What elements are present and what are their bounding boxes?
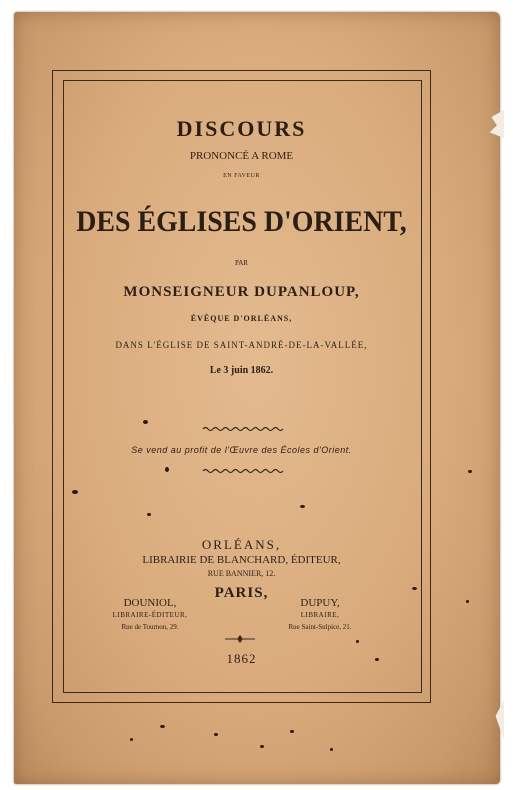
ink-spot <box>468 470 472 473</box>
publisher-street: RUE BANNIER, 12. <box>207 569 276 578</box>
publication-year: 1862 <box>226 651 257 666</box>
ink-spot <box>356 640 359 643</box>
ornament-divider <box>225 634 255 644</box>
ink-spot <box>143 420 148 424</box>
author-name: MONSEIGNEUR DUPANLOUP, <box>123 284 360 300</box>
ink-spot <box>72 490 78 494</box>
wavy-divider-top <box>202 425 284 433</box>
left-publisher-role: LIBRAIRE-ÉDITEUR, <box>112 611 188 619</box>
right-publisher-role: LIBRAIRE, <box>300 611 340 619</box>
ink-spot <box>165 467 169 472</box>
wavy-divider-bottom <box>202 467 284 475</box>
ink-spot <box>466 600 469 603</box>
date-line: Le 3 juin 1862. <box>209 365 274 376</box>
location-line: DANS L'ÉGLISE DE SAINT-ANDRÉ-DE-LA-VALLÉE, <box>115 340 368 350</box>
en-faveur-line: EN FAVEUR <box>223 173 260 179</box>
sale-note: Se vend au profit de l'Œuvre des Écoles d'Orient. <box>131 445 352 455</box>
subtitle: PRONONCÉ A ROME <box>189 150 294 162</box>
right-publisher-name: DUPUY, <box>300 597 340 609</box>
title: DISCOURS <box>176 116 307 141</box>
left-publisher-address: Rue de Tournon, 29. <box>121 623 179 631</box>
right-publisher-address: Rue Saint-Sulpice, 21. <box>288 623 352 631</box>
left-publisher-name: DOUNIOL, <box>123 597 177 609</box>
ink-spot <box>330 748 333 751</box>
ink-spot <box>130 738 133 741</box>
ink-spot <box>147 513 151 516</box>
ink-spot <box>160 725 165 728</box>
publisher-city: ORLÉANS, <box>201 537 282 552</box>
main-title: DES ÉGLISES D'ORIENT, <box>76 205 407 238</box>
publisher-name: LIBRAIRIE DE BLANCHARD, ÉDITEUR, <box>142 554 341 566</box>
paris-heading: PARIS, <box>214 585 269 601</box>
ink-spot <box>375 658 379 661</box>
ink-spot <box>260 745 264 748</box>
ink-spot <box>290 730 294 733</box>
par-line: PAR <box>235 259 248 267</box>
ink-spot <box>412 587 417 590</box>
ink-spot <box>214 733 218 736</box>
ink-spot <box>300 505 305 508</box>
author-role: ÉVÊQUE D'ORLÉANS, <box>190 314 293 323</box>
